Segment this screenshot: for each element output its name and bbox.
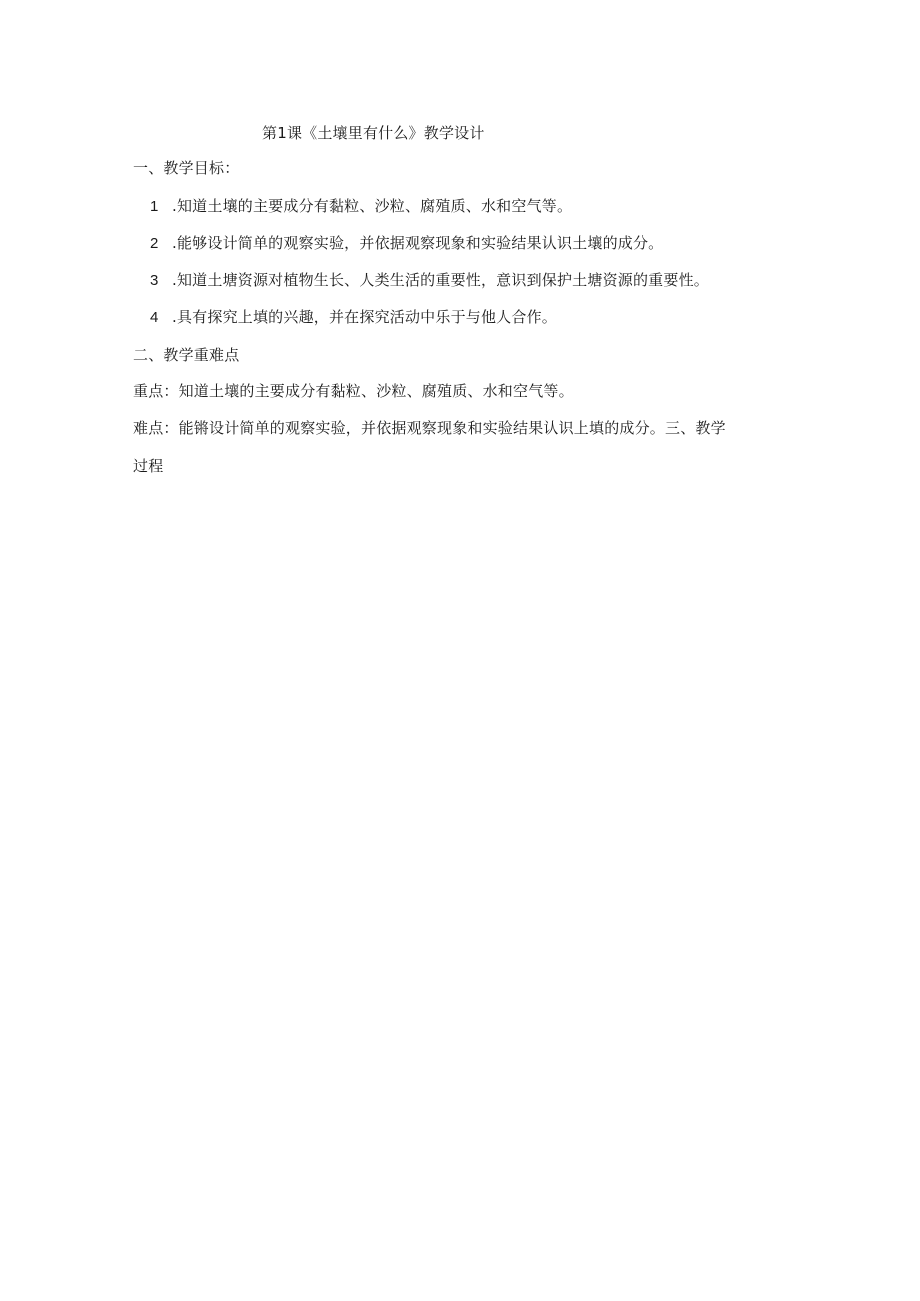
objective-item (150, 233, 663, 254)
objective-number: 3 (150, 272, 159, 289)
objective-number: 4 (150, 309, 159, 326)
difficult-point-continuation: 过程 (133, 457, 164, 475)
difficult-point-paragraph: 难点：能锵设计简单的观察实验，并依据观察现象和实验结果认识上填的成分。三、教学 (133, 419, 726, 437)
objective-item (150, 196, 572, 217)
section-heading-key-difficult: 二、教学重难点 (133, 346, 240, 364)
objective-text: .知道土塘资源对植物生长、人类生活的重要性，意识到保护土塘资源的重要性。 (172, 271, 709, 289)
objective-number: 2 (150, 235, 159, 252)
objective-item (150, 307, 557, 328)
objective-number: 1 (150, 198, 159, 215)
key-point-paragraph: 重点：知道土壤的主要成分有黏粒、沙粒、腐殖质、水和空气等。 (133, 382, 574, 400)
section-heading-objectives: 一、教学目标： (133, 159, 240, 177)
document-title: 第1课《土壤里有什么》教学设计 (262, 124, 485, 142)
objective-text: .能够设计简单的观察实验，并依据观察现象和实验结果认识土壤的成分。 (172, 234, 664, 252)
objective-item (150, 270, 709, 291)
objective-text: .具有探究上填的兴趣，并在探究活动中乐于与他人合作。 (172, 308, 557, 326)
objective-text: .知道土壤的主要成分有黏粒、沙粒、腐殖质、水和空气等。 (172, 197, 573, 215)
